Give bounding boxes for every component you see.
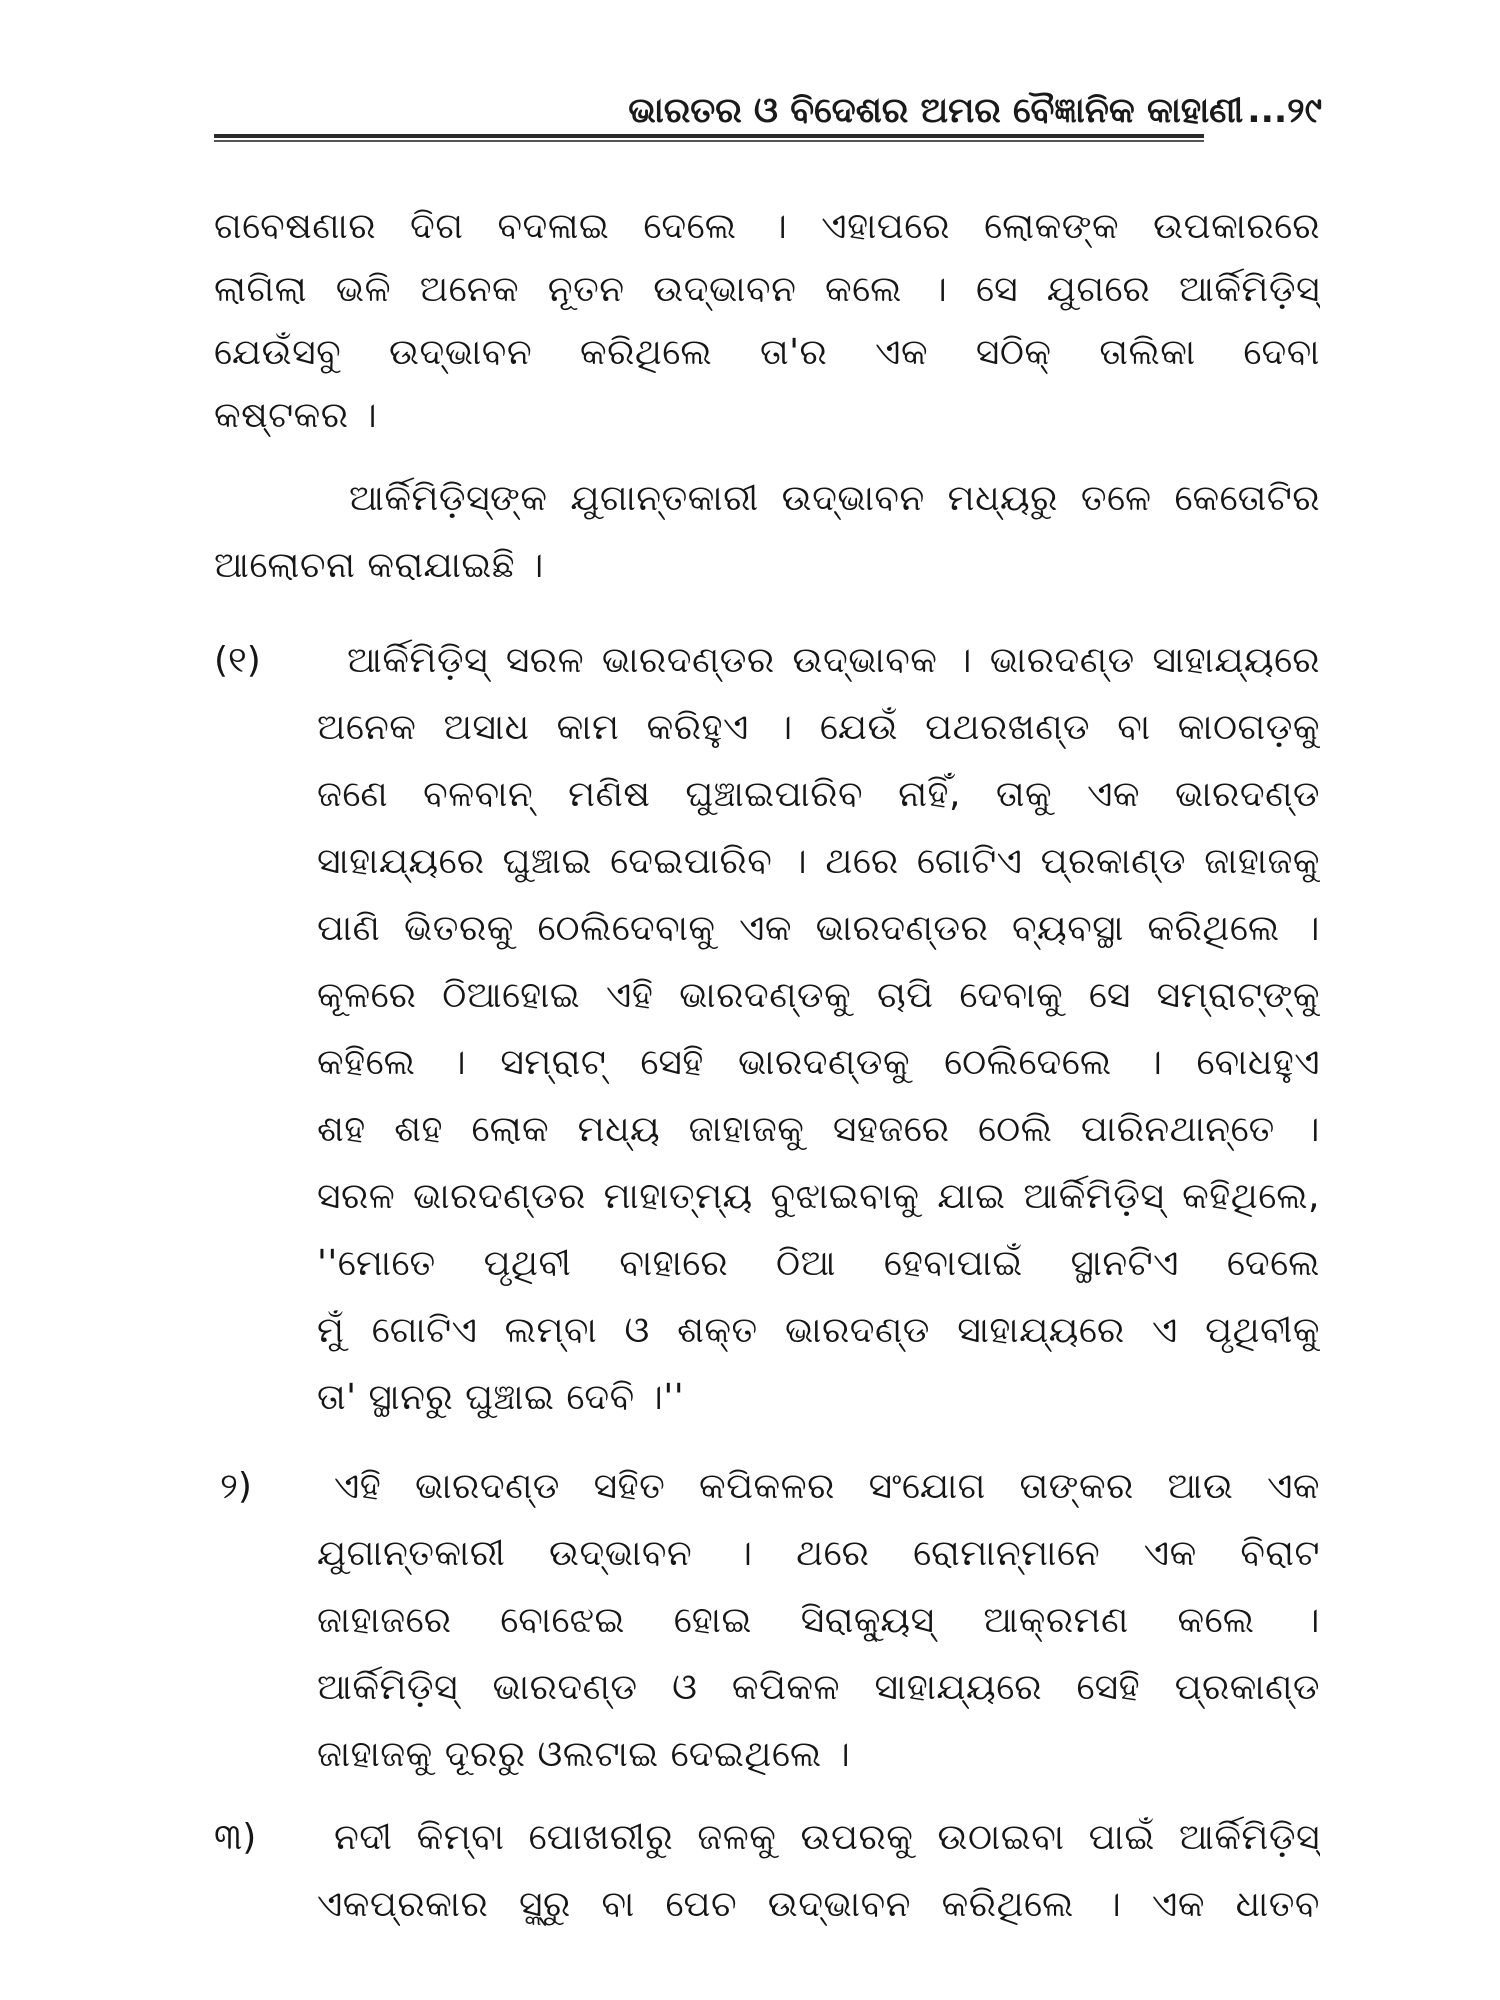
text-line: ଆର୍କିମିଡ଼ିସ୍‌ଙ୍କ ଯୁଗାନ୍ତକାରୀ ଉଦ୍ଭାବନ ମଧ୍ୟରୁ ତଳେ କେତୋଟିର: [349, 478, 1320, 519]
text-line: କଷ୍ଟକର ।: [214, 395, 378, 436]
text-line: ଗବେଷଣାର ଦିଗ ବଦଳାଇ ଦେଲେ । ଏହାପରେ ଲୋକଙ୍କ ଉପକାରରେ: [214, 206, 1320, 247]
page-number: ...୨୯: [1247, 91, 1322, 131]
text-line: ନଦୀ କିମ୍ବା ପୋଖରୀରୁ ଜଳକୁ ଉପରକୁ ଉଠାଇବା ପାଇଁ ଆର୍କିମିଡ଼ିସ୍: [334, 1817, 1320, 1858]
text-line: ଆର୍କିମିଡ଼ିସ୍ ସରଳ ଭାରଦଣ୍ଡର ଉଦ୍ଭାବକ । ଭାରଦଣ୍ଡ ସାହାଯ୍ୟରେ: [347, 640, 1320, 681]
paragraph: [214, 195, 1320, 447]
text-line: ଯେଉଁସବୁ ଉଦ୍ଭାବନ କରିଥିଲେ ତା'ର ଏକ ସଠିକ୍ ତାଲିକା ଦେବା: [214, 332, 1320, 373]
list-item: [214, 627, 1320, 1431]
text-line: ଆର୍କିମିଡ଼ିସ୍ ଭାରଦଣ୍ଡ ଓ କପିକଳ ସାହାଯ୍ୟରେ ସେହି ପ୍ରକାଣ୍ଡ: [317, 1667, 1320, 1708]
list-item-number: (୧): [214, 640, 261, 681]
list-item: [214, 1453, 1320, 1788]
running-header-title: ଭାରତର ଓ ବିଦେଶର ଅମର ବୈଜ୍ଞାନିକ କାହାଣୀ: [628, 91, 1244, 131]
text-line: ଯୁଗାନ୍ତକାରୀ ଉଦ୍ଭାବନ । ଥରେ ରୋମାନ୍‌ମାନେ ଏକ ବିରାଟ: [317, 1533, 1320, 1574]
text-line: ପାଣି ଭିତରକୁ ଠେଲିଦେବାକୁ ଏକ ଭାରଦଣ୍ଡର ବ୍ୟବସ୍ଥା କରିଥିଲେ ।: [317, 908, 1320, 949]
list-item: [214, 1804, 1320, 1938]
text-line: ଅନେକ ଅସାଧ କାମ କରିହୁଏ । ଯେଉଁ ପଥରଖଣ୍ଡ ବା କାଠଗଡ଼କୁ: [317, 707, 1320, 748]
text-line: ଏକପ୍ରକାର ସ୍କ୍ରୁ ବା ପେଚ ଉଦ୍ଭାବନ କରିଥିଲେ । ଏକ ଧାତବ: [317, 1884, 1320, 1925]
text-line: ତା' ସ୍ଥାନରୁ ଘୁଞ୍ଚାଇ ଦେବି ।'': [317, 1377, 685, 1418]
text-line: ମୁଁ ଗୋଟିଏ ଲମ୍ବା ଓ ଶକ୍ତ ଭାରଦଣ୍ଡ ସାହାଯ୍ୟରେ ଏ ପୃଥିବୀକୁ: [317, 1310, 1320, 1351]
paragraph: [214, 465, 1320, 599]
text-line: ଜାହାଜରେ ବୋଝେଇ ହୋଇ ସିରାକ୍ୟୁସ୍ ଆକ୍ରମଣ କଲେ ।: [317, 1600, 1320, 1641]
text-line: ସରଳ ଭାରଦଣ୍ଡର ମାହାତ୍ମ୍ୟ ବୁଝାଇବାକୁ ଯାଇ ଆର୍କିମିଡ଼ିସ୍ କହିଥିଲେ,: [317, 1176, 1320, 1217]
text-line: ଜାହାଜକୁ ଦୂରରୁ ଓଲଟାଇ ଦେଇଥିଲେ ।: [317, 1734, 851, 1775]
text-line: ଶହ ଶହ ଲୋକ ମଧ୍ୟ ଜାହାଜକୁ ସହଜରେ ଠେଲି ପାରିନଥାନ୍ତେ ।: [317, 1109, 1320, 1150]
running-header: [214, 88, 1322, 134]
text-line: ଜଣେ ବଳବାନ୍ ମଣିଷ ଘୁଞ୍ଚାଇପାରିବ ନାହିଁ, ତାକୁ ଏକ ଭାରଦଣ୍ଡ: [317, 774, 1320, 815]
text-line: ସାହାଯ୍ୟରେ ଘୁଞ୍ଚାଇ ଦେଇପାରିବ । ଥରେ ଗୋଟିଏ ପ୍ରକାଣ୍ଡ ଜାହାଜକୁ: [317, 841, 1320, 882]
page-body: [214, 195, 1320, 1938]
header-rule: [214, 134, 1204, 142]
text-line: ଏହି ଭାରଦଣ୍ଡ ସହିତ କପିକଳର ସଂଯୋଗ ତାଙ୍କର ଆଉ ଏକ: [334, 1466, 1320, 1507]
text-line: ଲାଗିଲା ଭଳି ଅନେକ ନୂତନ ଉଦ୍ଭାବନ କଲେ । ସେ ଯୁଗରେ ଆର୍କିମିଡ଼ିସ୍: [214, 269, 1320, 310]
list-item-number: ୨): [220, 1466, 252, 1507]
text-line: ''ମୋତେ ପୃଥିବୀ ବାହାରେ ଠିଆ ହେବାପାଇଁ ସ୍ଥାନଟିଏ ଦେଲେ: [317, 1243, 1320, 1284]
text-line: କହିଲେ । ସମ୍ରାଟ୍ ସେହି ଭାରଦଣ୍ଡକୁ ଠେଲିଦେଲେ । ବୋଧହୁଏ: [317, 1042, 1320, 1083]
list-item-number: ୩): [214, 1817, 257, 1858]
text-line: ଆଲୋଚନା କରାଯାଇଛି ।: [214, 545, 544, 586]
text-line: କୂଳରେ ଠିଆହୋଇ ଏହି ଭାରଦଣ୍ଡକୁ ଚାପି ଦେବାକୁ ସେ ସମ୍ରାଟ୍‌ଙ୍କୁ: [317, 975, 1320, 1016]
